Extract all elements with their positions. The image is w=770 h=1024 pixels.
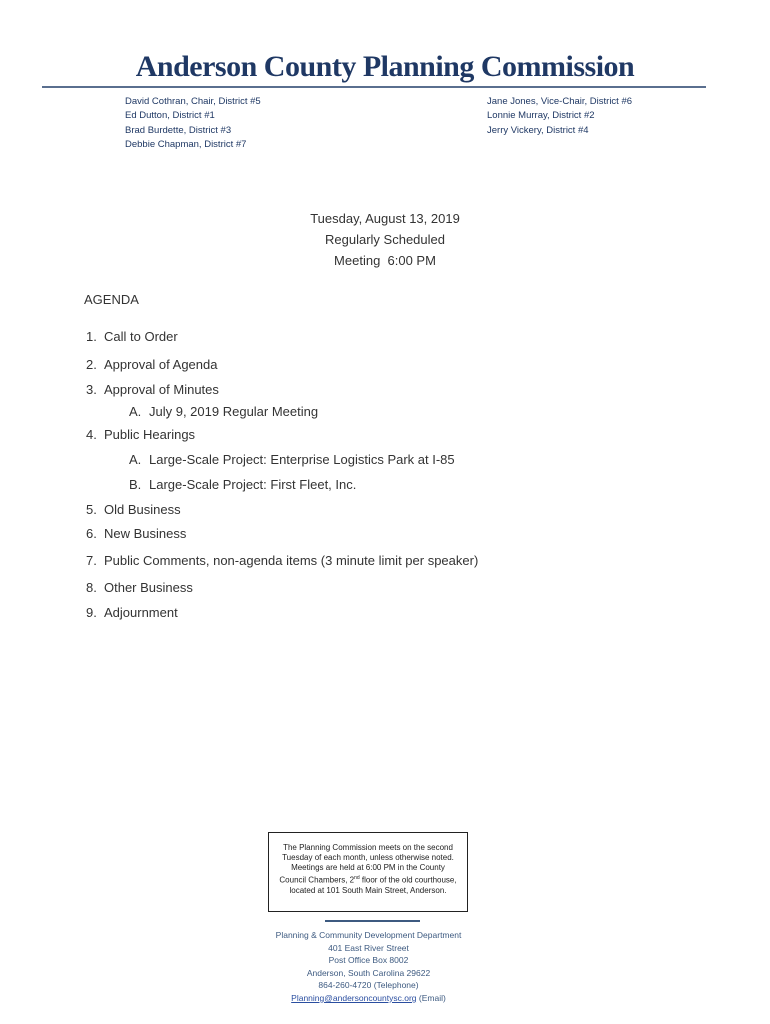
notice-text: The Planning Commission meets on the second Tuesday of each month, unless otherwise noted. Meetings are held at 6:00 PM in the County Council Chambers, 2 <box>279 843 454 885</box>
notice-text: floor of the old courthouse, located at 101 South Main Street, Anderson. <box>289 875 457 895</box>
agenda-item-number: 5. <box>86 502 97 517</box>
agenda-subitem <box>129 452 455 467</box>
agenda-item-text: Adjournment <box>104 605 178 620</box>
agenda-item <box>86 580 193 595</box>
agenda-item <box>86 502 181 517</box>
member-name: Lonnie Murray, District #2 <box>487 110 595 122</box>
member-name: David Cothran, Chair, District #5 <box>125 96 261 107</box>
agenda-heading: AGENDA <box>84 292 139 307</box>
meeting-time: Meeting 6:00 PM <box>334 253 436 268</box>
agenda-item-text: Large-Scale Project: First Fleet, Inc. <box>149 477 357 492</box>
member-name: Brad Burdette, District #3 <box>125 124 232 136</box>
footer-department: Planning & Community Development Department <box>275 930 462 940</box>
agenda-item-text: Approval of Agenda <box>104 357 218 372</box>
agenda-item-text: Public Comments, non-agenda items (3 minute limit per speaker) <box>104 553 479 568</box>
agenda-item-number: 6. <box>86 526 97 541</box>
agenda-item-number: A. <box>129 452 142 467</box>
member-name: Jane Jones, Vice-Chair, District #6 <box>487 96 633 107</box>
member-name: Ed Dutton, District #1 <box>125 110 215 122</box>
agenda-item-text: July 9, 2019 Regular Meeting <box>149 404 319 419</box>
meeting-date: Tuesday, August 13, 2019 <box>310 211 460 226</box>
member-name: Debbie Chapman, District #7 <box>125 139 247 151</box>
footer-city: Anderson, South Carolina 29622 <box>306 967 431 978</box>
agenda-item-number: 3. <box>86 382 97 397</box>
agenda-item-text: Old Business <box>104 502 181 517</box>
page-title: Anderson County Planning Commission <box>135 50 635 83</box>
footer-po-box: Post Office Box 8002 <box>328 955 409 966</box>
agenda-item-text: Call to Order <box>104 329 178 344</box>
meeting-type: Regularly Scheduled <box>325 232 445 247</box>
agenda-item <box>86 382 219 397</box>
agenda-item <box>86 526 186 541</box>
footer-email-line <box>0 992 737 1005</box>
footer-phone: 864-260-4720 (Telephone) <box>318 980 419 991</box>
agenda-item-number: 2. <box>86 357 97 372</box>
agenda-item-number: 1. <box>86 329 97 344</box>
agenda-item <box>86 427 195 442</box>
agenda-item <box>86 553 478 568</box>
agenda-subitem <box>129 477 356 492</box>
agenda-item-text: Large-Scale Project: Enterprise Logistics Park at I-85 <box>149 452 455 467</box>
agenda-subitem <box>129 404 318 419</box>
agenda-item-text: Public Hearings <box>104 427 196 442</box>
agenda-item-number: 9. <box>86 605 97 620</box>
members-right-column <box>487 95 632 138</box>
agenda-item-number: A. <box>129 404 142 419</box>
agenda-item-number: 7. <box>86 553 97 568</box>
notice-superscript: nd <box>354 875 360 881</box>
email-link[interactable]: Planning@andersoncountysc.org <box>291 992 417 1003</box>
footer-street: 401 East River Street <box>328 942 409 953</box>
agenda-item <box>86 329 178 344</box>
agenda-item-text: Other Business <box>104 580 193 595</box>
agenda-item-text: New Business <box>104 526 187 541</box>
footer-contact <box>0 929 737 1005</box>
meeting-notice-box <box>268 832 468 912</box>
footer-divider <box>325 920 420 922</box>
agenda-item <box>86 605 178 620</box>
agenda-item <box>86 357 217 372</box>
email-suffix: (Email) <box>416 992 446 1003</box>
title-divider <box>42 86 706 88</box>
agenda-item-number: B. <box>129 477 142 492</box>
meeting-info <box>0 208 770 271</box>
members-left-column <box>125 95 261 153</box>
member-name: Jerry Vickery, District #4 <box>487 124 589 136</box>
agenda-item-number: 8. <box>86 580 97 595</box>
agenda-item-number: 4. <box>86 427 97 442</box>
agenda-item-text: Approval of Minutes <box>104 382 219 397</box>
